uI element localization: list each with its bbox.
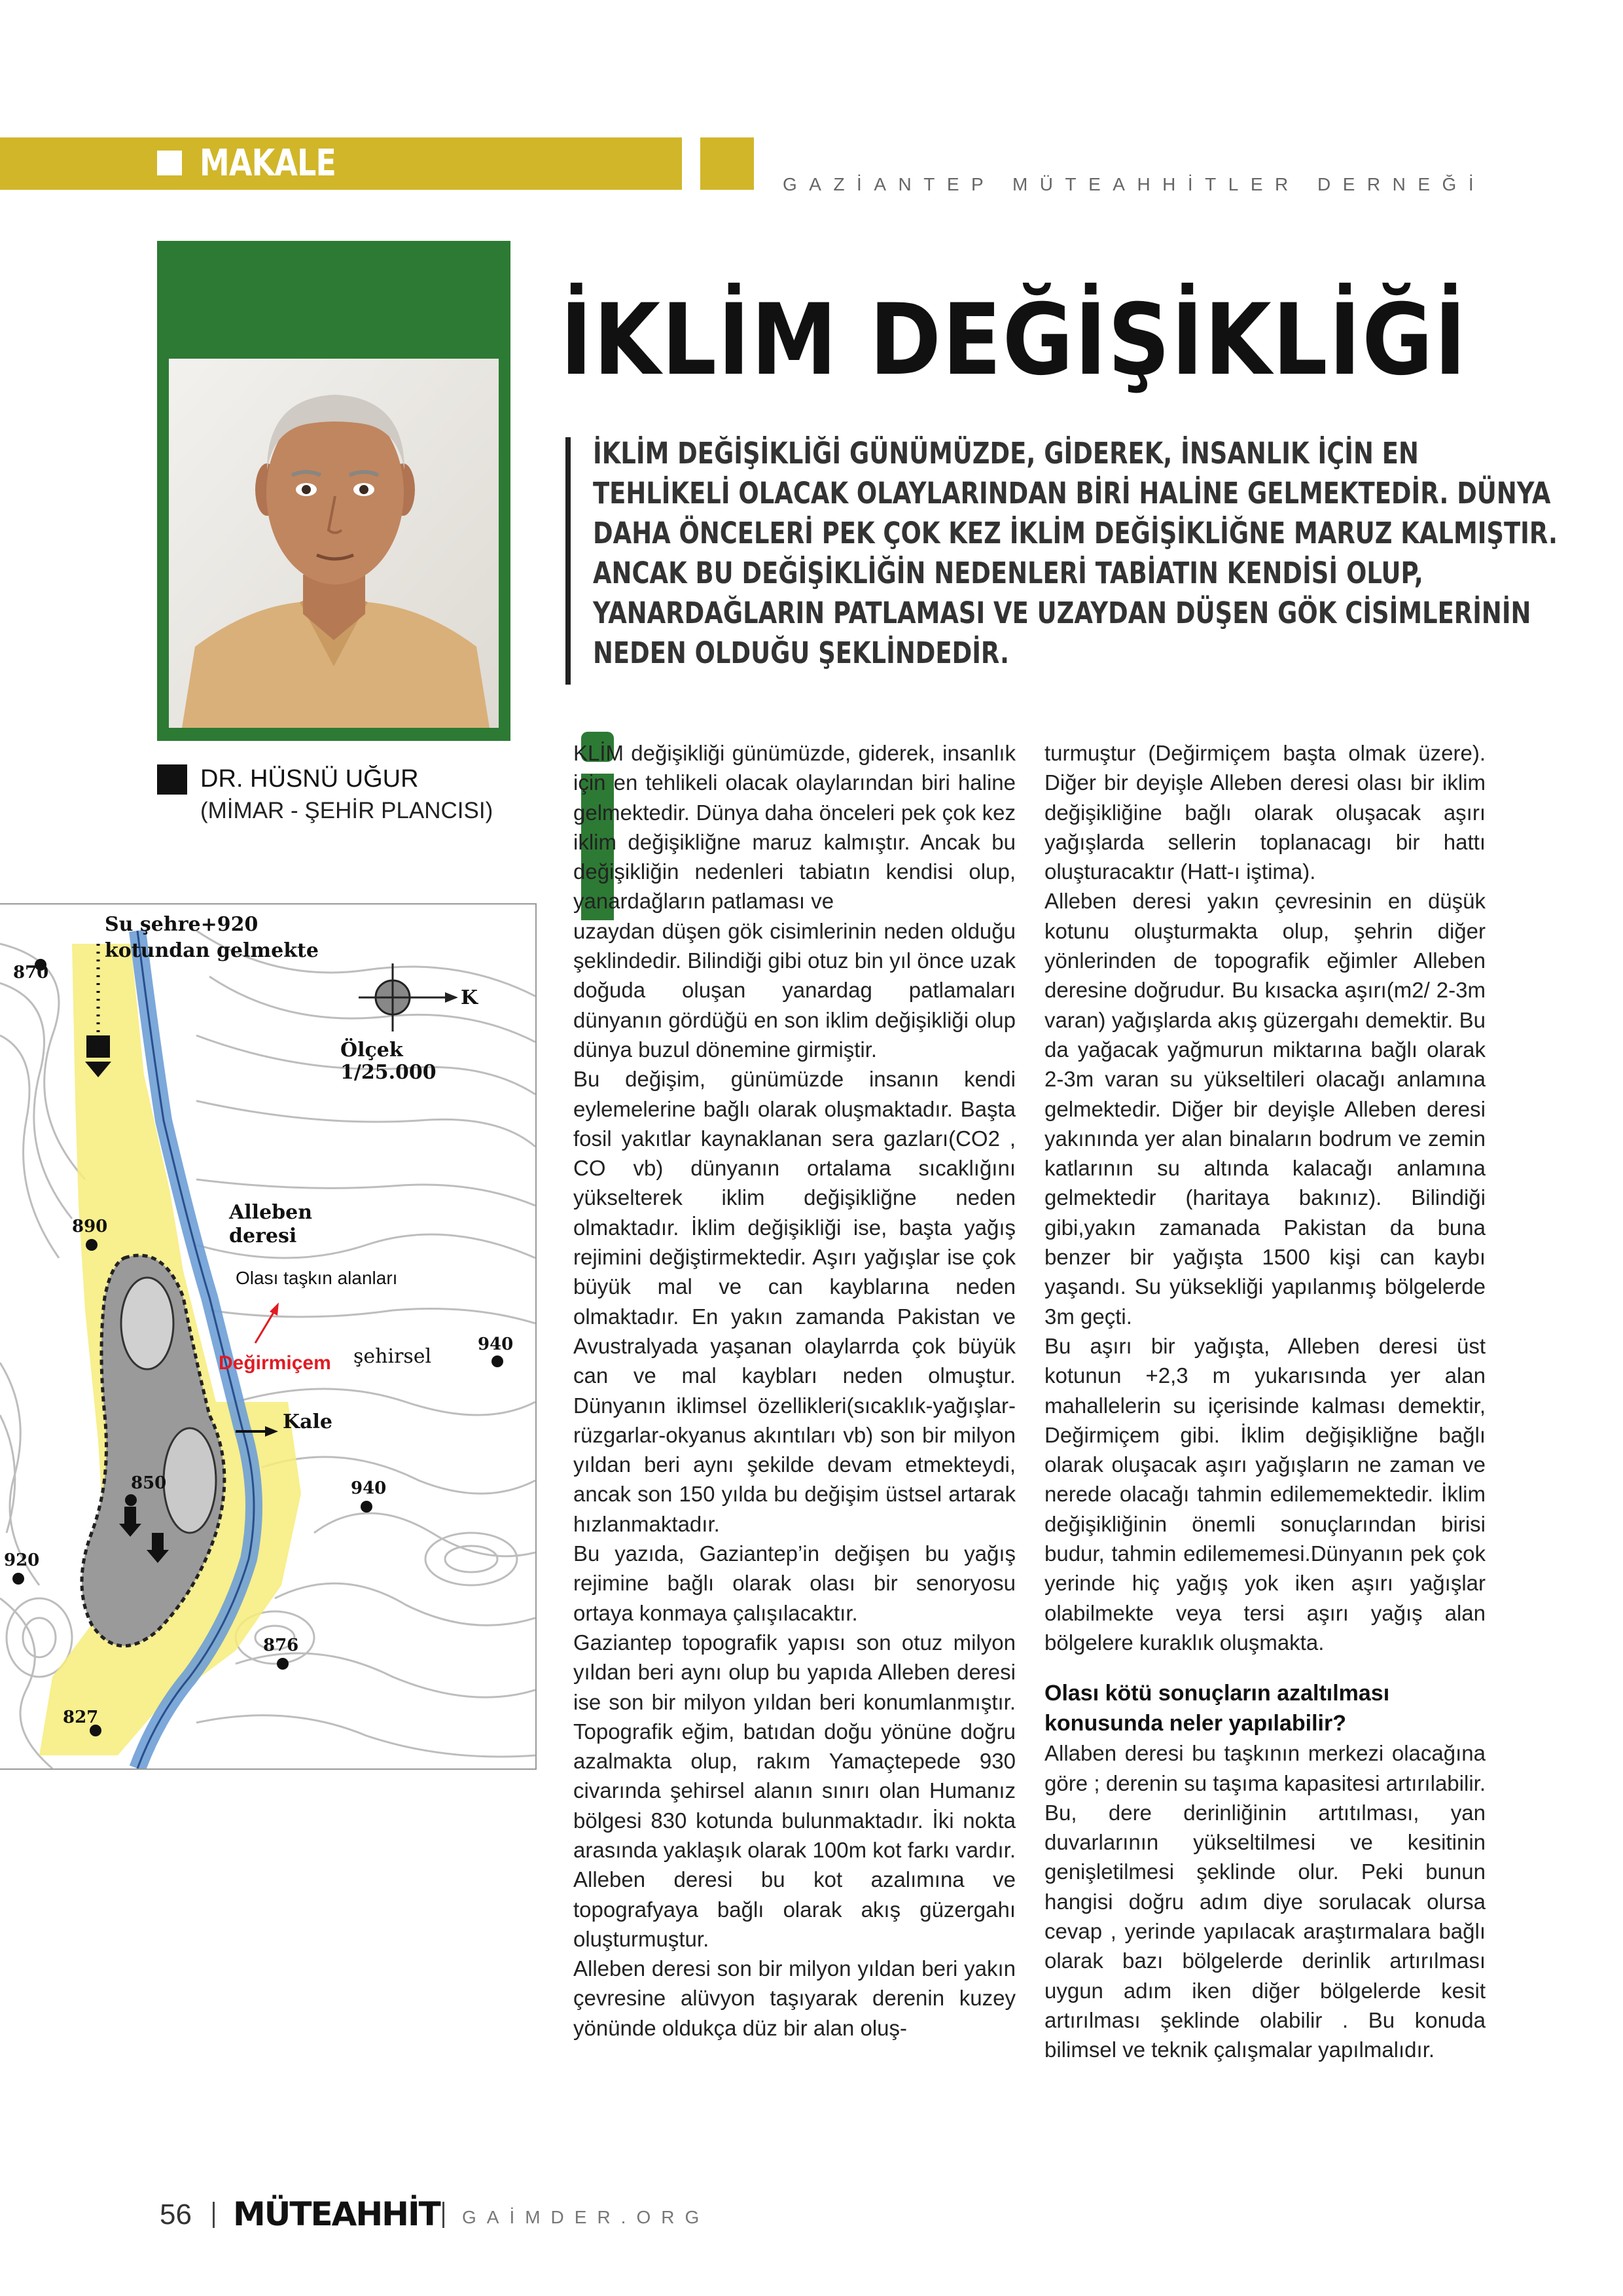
- map-label: 1/25.000: [340, 1061, 437, 1084]
- header-bar-accent: [700, 137, 754, 190]
- lead-line: NEDEN OLDUĞU ŞEKLİNDEDİR.: [593, 636, 1010, 670]
- flood-area-map: [0, 903, 537, 1770]
- map-label: Kale: [283, 1410, 332, 1433]
- paragraph: Bu yazıda, Gaziantep’in değişen bu yağış rejimine bağlı olarak olası bir senoryosu ortaya konmaya çalışılacaktır.: [573, 1541, 1016, 1625]
- map-label-degirmicem: Değirmiçem: [219, 1352, 331, 1374]
- lead-vertical-rule: [565, 437, 571, 685]
- map-elevation: 827: [63, 1708, 99, 1727]
- map-label-flood-note: Olası taşkın alanları: [236, 1268, 398, 1288]
- article-title: İKLİM DEĞİŞİKLİĞİ: [560, 283, 1468, 397]
- page-number: 56: [160, 2198, 192, 2231]
- footer-divider: [442, 2202, 444, 2228]
- header-bar: [0, 137, 682, 190]
- paragraph: turmuştur (Değirmiçem başta olmak üzere). Diğer bir deyişle Alleben deresi olası bir iklim değişikliğine bağlı olarak oluşacak aşırı yağışlarda sellerin toplanacagı bir hattı oluşturacaktır (Hatt-ı iştima).: [1044, 741, 1486, 884]
- paragraph: Allaben deresi bu taşkının merkezi olacağına göre ; derenin su taşıma kapasitesi artırılabilir. Bu, dere derinliğinin artıtılması, yan duvarlarının yükseltilmesi ve kesitinin genişletilmesi şeklinde olur. Peki bunun hangisi doğru adım diye sorulacak olursa cevap , yerinde yapılacak araştırmalara bağlı olarak bazı bölgelerde derinlik artırılması uygun adım iken diğer bölgelerde kesit artırılması şeklinde olabilir . Bu konuda bilimsel ve teknik çalışmalar yapılmalıdır.: [1044, 1741, 1486, 2062]
- map-label: K: [461, 986, 478, 1009]
- footer-website[interactable]: GAİMDER.ORG: [462, 2207, 710, 2227]
- lead-line: ANCAK BU DEĞİŞİKLİĞİN NEDENLERİ TABİATIN KENDİSİ OLUP,: [593, 556, 1423, 590]
- paragraph: Bu aşırı bir yağışta, Alleben deresi üst kotunun +2,3 m yukarısında yer alan mahallelerin su içerisinde kalması demektir, Değirmiçem gibi. İklim değişikliğne bağlı olarak oluşacak aşırı yağışların ne zaman ve nerede olacağı tahmin edilememektedir. İklim değişikliğinin önemli sonuçlarından birisi budur, tahmin edilememesi.Dünyanın pek çok yerinde hiç yağış yok iken aşırı yağışlar olabilmekte veya tersi aşırı yağış alan bölgelere kuraklık oluşmakta.: [1044, 1333, 1486, 1655]
- map-elevation: 850: [131, 1473, 167, 1493]
- article-column-1: [573, 738, 1016, 2043]
- map-label: şehirsel: [353, 1345, 432, 1368]
- map-label: Ölçek: [340, 1039, 403, 1062]
- article-lead: [593, 433, 1558, 673]
- map-elevation: 890: [72, 1217, 108, 1236]
- lead-line: YANARDAĞLARIN PATLAMASI VE UZAYDAN DÜŞEN GÖK CİSİMLERİNİN: [593, 596, 1531, 630]
- paragraph-intro: KLİM değişikliği günümüzde, giderek, insanlık için en tehlikeli olacak olaylarından biri haline gelmektedir. Dünya daha önceleri pek çok kez iklim değişikliğne maruz kalmıştır. Ancak bu değişikliğin nedenleri tabiatın kendisi olup, yanardağların patlaması ve: [573, 741, 1016, 914]
- article-column-2: [1044, 738, 1486, 2064]
- map-elevation: 940: [351, 1479, 387, 1498]
- section-subheading: Olası kötü sonuçların azaltılması konusunda neler yapılabilir?: [1044, 1681, 1390, 1736]
- paragraph: Bu değişim, günümüzde insanın kendi eylemelerine bağlı olarak oluşmaktadır. Başta fosil yakıtlar kaynaklanan sera gazları(CO2 , CO vb) dünyanın ortalama sıcaklığını yükselterek iklim değişikliğne neden olmaktadır. İklim değişikliği ise, başta yağış rejimini değiştirmektedir. Aşırı yağışlar ise çok büyük mal ve can kayblarına neden olmaktadır. En yakın zamanda Pakistan ve Avustralyada yaşanan olaylarrda çok büyük can ve mal kaybları neden olmuştur. Dünyanın iklimsel özellikleri(sıcaklık-yağışlar-rüzgarlar-okyanus akıntıları vb) son bir milyon yıldan beri aynı şekilde devam etmekteydi, ancak son 150 yılda bu değişim üstsel artarak hızlanmaktadır.: [573, 1067, 1016, 1536]
- author-portrait-image: [169, 359, 499, 728]
- author-marker-square: [157, 764, 187, 795]
- map-elevation: 920: [4, 1551, 40, 1570]
- lead-line: TEHLİKELİ OLACAK OLAYLARINDAN BİRİ HALİNE GELMEKTEDİR. DÜNYA: [593, 476, 1551, 511]
- organization-name: GAZİANTEP MÜTEAHHİTLER DERNEĞİ: [783, 174, 1486, 194]
- author-name: DR. HÜSNÜ UĞUR: [200, 765, 419, 793]
- topographic-map-image: [0, 905, 535, 1768]
- map-label: Su şehre+920: [105, 913, 259, 936]
- section-label: MAKALE: [200, 142, 336, 185]
- lead-line: DAHA ÖNCELERİ PEK ÇOK KEZ İKLİM DEĞİŞİKLİĞNE MARUZ KALMIŞTIR.: [593, 516, 1558, 550]
- paragraph: Alleben deresi son bir milyon yıldan beri yakın çevresine alüvyon taşıyarak derenin kuzey yönünde oldukça düz bir alan oluş-: [573, 1956, 1016, 2040]
- map-label: deresi: [229, 1225, 297, 1247]
- magazine-brand: MÜTEAHHİT: [233, 2195, 440, 2233]
- section-marker-square: [157, 151, 182, 175]
- map-elevation: 876: [263, 1636, 299, 1655]
- map-elevation: 940: [478, 1335, 514, 1354]
- map-label: Alleben: [229, 1201, 313, 1224]
- paragraph: Gaziantep topografik yapısı son otuz milyon yıldan beri aynı olup bu yapıda Alleben deresi ise son bir milyon yıldan beri konumlanmıştır. Topografik eğim, batıdan doğu yönüne doğru azalmakta olup, rakım Yamaçtepede 930 civarında şehirsel alanın sınırı olan Humanız bölgesi 830 kotunda bulunmaktadır. İki nokta arasında yaklaşık olarak 100m kot farkı vardır. Alleben deresi bu kot azalımına ve topografyaya bağlı olarak akış güzergahı oluşturmuştur.: [573, 1630, 1016, 1951]
- author-photo: [169, 359, 499, 728]
- footer-divider: [213, 2202, 215, 2228]
- map-label: kotundan gelmekte: [105, 939, 319, 962]
- lead-line: İKLİM DEĞİŞİKLİĞİ GÜNÜMÜZDE, GİDEREK, İNSANLIK İÇİN EN: [593, 436, 1419, 471]
- map-elevation: 870: [13, 963, 49, 982]
- paragraph: Alleben deresi yakın çevresinin en düşük kotunu oluşturmakta olup, şehrin diğer yönlerinden de topografik eğimler Alleben deresine doğrudur. Bu kısacka aşırı(m2/ 2-3m varan) yağışlarda akış güzergahı demektir. Bu da yağacak yağmurun miktarına bağlı olarak 2-3m varan su yükseltileri olacağı anlamına gelmektedir. Diğer bir deyişle Alleben deresi yakınında yer alan binaların bodrum ve zemin katlarının su altında kalacağı anlamına gelmektedir (haritaya bakınız). Bilindiği gibi,yakın zamanada Pakistan da buna benzer bir yağışta 1500 kişi can kaybı yaşandı. Su yüksekliği yapılanmış bölgelerde 3m geçti.: [1044, 889, 1486, 1329]
- paragraph: uzaydan düşen gök cisimlerinin neden olduğu şeklindedir. Bilindiği gibi otuz bin yıl önce uzak doğuda oluşan yanardag patlamaları dünyanın gördüğü en son iklim değişikliği olup dünya buzul dönemine girmiştir.: [573, 918, 1016, 1062]
- author-role: (MİMAR - ŞEHİR PLANCISI): [200, 798, 493, 823]
